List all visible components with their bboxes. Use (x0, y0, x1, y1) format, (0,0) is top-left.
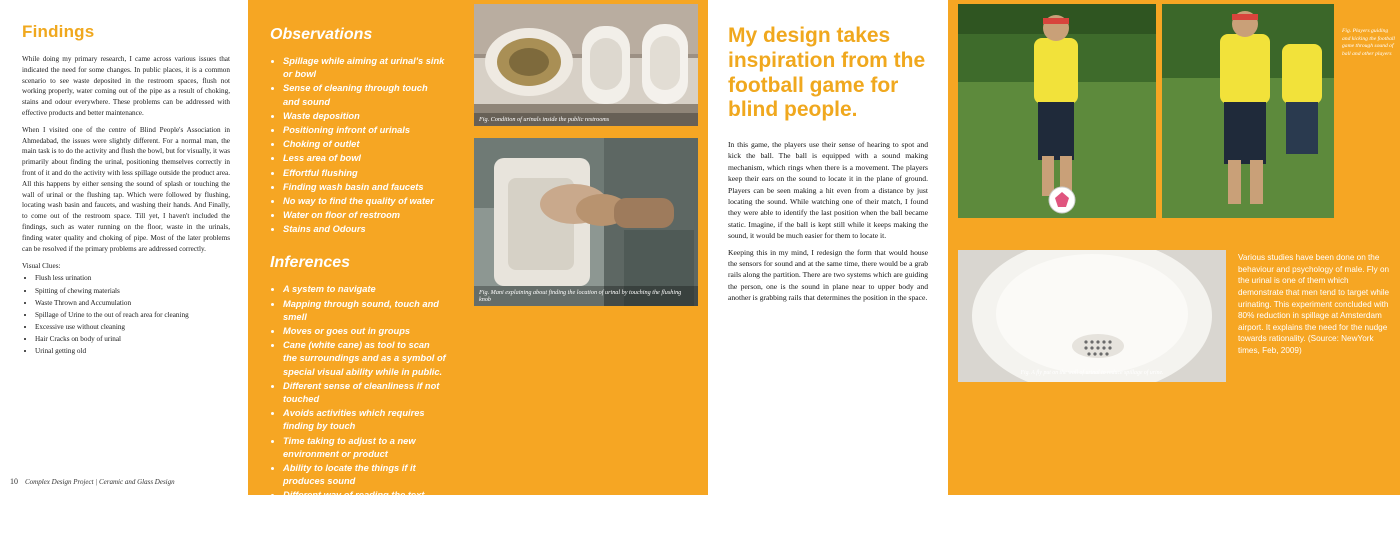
list-item: • Effortful flushing (283, 167, 446, 180)
findings-title: Findings (22, 22, 95, 41)
list-item: • Moves or goes out in groups (283, 325, 446, 338)
inferences-title: Inferences (270, 254, 351, 272)
list-item: • Mapping through sound, touch and smell (283, 298, 446, 324)
list-item: • In some cases, ability to identify light or colours through partial vision. (283, 517, 446, 556)
visual-cues-list (22, 273, 230, 357)
list-item: • Choking of outlet (283, 138, 446, 151)
fly-photo-caption: Fig. A fly put on the wall of urinal to reduce spillage of urine. (1020, 370, 1164, 376)
list-item: • Urinal getting old (35, 346, 230, 357)
list-item: • Time taking to adjust to a new environment or product (283, 435, 446, 461)
inferences-list (270, 283, 446, 556)
photo-column (462, 0, 708, 495)
football-photo-caption: Fig. Players guiding and kicking the football game through sound of ball and other players (1342, 28, 1395, 57)
football-photo-right-illustration (1162, 4, 1334, 218)
findings-paragraph-2: When I visited one of the centre of Blind People's Association in Ahmedabad, the issues were slightly different. For a normal man, the main task is to do the activity and flush the bowl, but for visually, it was primarily about finding the urinal, positioning themselves correctly in front of it and do the activity with less spillage outside the product area. All this happens by either sensing the sound of splash or touching the wall of urinal or the flushing tap. Which were followed by flushing, locating wash basin and faucets, and washing their hands. And Finally, to come out of the restroom space. Till yet, I haven't included the findings, such as water running on the floor, waste in the urinals, finding water quality and choking of pipe. Most of the later problems can be resolved if the primary problems are addressed correctly. (22, 125, 230, 253)
list-item: • Waste deposition (283, 110, 446, 123)
list-item: • Spillage of Urine to the out of reach area for cleaning (35, 310, 230, 321)
urinals-photo (474, 4, 698, 126)
list-item: • Ability to locate the things if it produces sound (283, 462, 446, 488)
hands-photo-illustration (474, 138, 698, 306)
urinal-fly-photo-illustration (958, 250, 1226, 382)
observations-title: Observations (270, 26, 373, 43)
football-photo-left-illustration (958, 4, 1156, 218)
football-photo-right (1162, 4, 1334, 218)
findings-body (22, 54, 230, 254)
list-item: • Hair Cracks on body of urinal (35, 334, 230, 345)
list-item: • Cane (white cane) as tool to scan the surroundings and as a symbol of special visual ability while in public. (283, 339, 446, 379)
list-item: • Excessive use without cleaning (35, 322, 230, 333)
list-item: • Waste Thrown and Accumulation (35, 298, 230, 309)
list-item: • Spitting of chewing materials (35, 286, 230, 297)
list-item: • Flush less urination (35, 273, 230, 284)
design-title: My design takes inspiration from the football game for blind people. (728, 24, 926, 122)
list-item: • Finding wash basin and faucets (283, 181, 446, 194)
list-item: • Spillage while aiming at urinal's sink or bowl (283, 55, 446, 81)
list-item: • Sense of cleaning through touch and sound (283, 82, 446, 108)
observations-list (270, 55, 446, 236)
page-number: 10 (10, 477, 18, 486)
design-paragraph-2: Keeping this in my mind, I redesign the form that would house the sensors for sound and at the same time, there would be a grab rails along the partition. There are two systems which are guiding the person, one is the sound in plane near to upper body and another is grabbing rails that determines the position in the space. (728, 247, 928, 303)
football-photo-left (958, 4, 1156, 218)
hands-photo-caption: Fig. Mani explaining about finding the location of urinal by touching the flushing knob (474, 286, 698, 306)
list-item: • Positioning infront of urinals (283, 124, 446, 137)
observations-page (248, 0, 462, 554)
list-item: • Different sense of cleanliness if not touched (283, 380, 446, 406)
urinals-photo-caption: Fig. Condition of urinals inside the public restrooms (474, 113, 698, 126)
findings-paragraph-1: While doing my primary research, I came across various issues that indicated the need for some changes. In public places, it is a common scenario to see waste deposited in the restroom spaces, flush not working properly, water coming out of the pipe as a result of choking, stains and odour everywhere. These problems can be addressed with effective products and better maintenance. (22, 55, 230, 117)
visual-cues-heading: Visual Clues: (22, 262, 61, 271)
right-panel (948, 0, 1400, 495)
study-text: Various studies have been done on the behaviour and psychology of male. Fly on the urinal is one of them which demonstrate that men tend to target while urinating. This experiment concluded with 80% reduction in spillage at Amsterdam airport. It explains the need for the nudge towards rationality. (Source: NewYork times, Feb, 2009) (1238, 253, 1390, 356)
list-item: • Avoids activities which requires finding by touch (283, 407, 446, 433)
design-page (708, 0, 948, 495)
urinals-photo-illustration (474, 4, 698, 126)
list-item: • No way to find the quality of water (283, 195, 446, 208)
urinal-fly-photo (958, 250, 1226, 382)
list-item: • A system to navigate (283, 283, 446, 296)
page-footer (10, 477, 175, 486)
design-paragraph-1: In this game, the players use their sense of hearing to spot and kick the ball. The ball is equipped with a sound making mechanism, which rings when there is a movement. The players keep their ears on the sound to locate it in the plane of ground. Players can be seen making a hit even from a distance by just locating the sound. While watching one of their match, I found they were able to identify the last position when the ball became static. Imagine, if the ball is kept still while it keeps making the sound, it would be much easier for them to locate it. (728, 140, 928, 241)
list-item: • Different way of reading the text (braille) (283, 489, 446, 515)
list-item: • Stains and Odours (283, 223, 446, 236)
findings-page (0, 0, 248, 495)
list-item: • Less area of bowl (283, 152, 446, 165)
design-body (728, 139, 928, 303)
footer-caption: Complex Design Project | Ceramic and Glass Design (25, 478, 175, 486)
list-item: • Water on floor of restroom (283, 209, 446, 222)
hands-photo (474, 138, 698, 306)
